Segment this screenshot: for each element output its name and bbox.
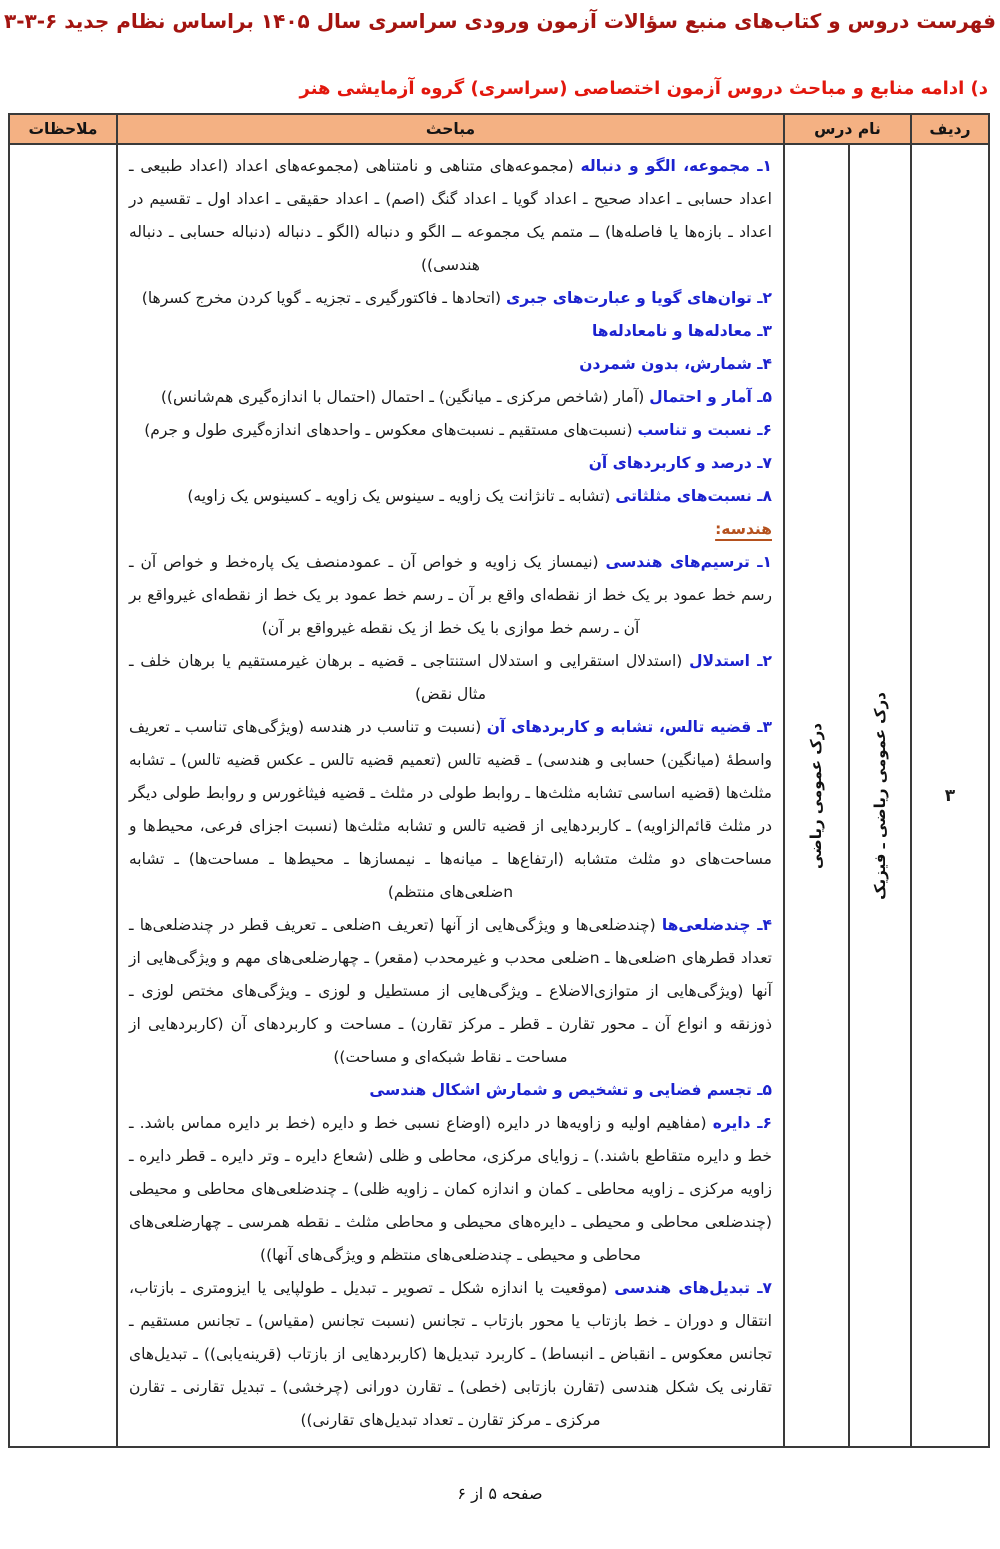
topic-heading: ۵ـ تجسم فضایی و تشخیص و شمارش اشکال هندسی: [369, 1081, 772, 1099]
page-title: فهرست دروس و کتاب‌های منبع سؤالات آزمون ورودی سراسری سال ۱۴۰۵ براساس نظام جدید ۶-۳-۳: [4, 9, 996, 33]
topic-body: (آمار (شاخص مرکزی ـ میانگین) ـ احتمال (احتمال با اندازه‌گیری هم‌شانس)): [160, 388, 645, 406]
topic-item: [129, 414, 772, 447]
topics-content: [118, 145, 783, 1444]
topic-body: (نسبت و تناسب در هندسه (ویژگی‌های تناسب ـ تعریف واسطهٔ (میانگین) حسابی و هندسی) ـ قضیه تالس (تعمیم قضیه تالس ـ عکس قضیه تالس) ـ تشابه مثلث‌ها (قضیه اساسی تشابه مثلث‌ها ـ روابط طولی در مثلث ـ قضیه فیثاغورس و روابط طولی دیگر در مثلث قائم‌الزاویه) ـ کاربردهایی از قضیه تالس و تشابه مثلث‌ها (نسبت اجزای فرعی، محیط‌ها و مساحت‌های دو مثلث متشابه (ارتفاع‌ها ـ میانه‌ها ـ نیمسازها ـ محیط‌ها ـ مساحت‌ها) ـ تشابه nضلعی‌های منتظم): [128, 718, 772, 901]
topic-heading: ۶ـ نسبت و تناسب: [637, 421, 772, 439]
page-footer: صفحه ۵ از ۶: [457, 1484, 543, 1503]
topic-body: (تشابه ـ تانژانت یک زاویه ـ سینوس یک زاویه ـ کسینوس یک زاویه): [187, 487, 611, 505]
topic-heading: ۳ـ معادله‌ها و نامعادله‌ها: [591, 322, 772, 340]
course-subname-label: درک عمومی ریاضی: [807, 722, 826, 869]
topic-item: [129, 282, 772, 315]
topic-item: [129, 150, 772, 282]
topic-heading: ۴ـ شمارش، بدون شمردن: [579, 355, 772, 373]
topic-body: (مفاهیم اولیه و زاویه‌ها در دایره (اوضاع نسبی خط و دایره (خط بر دایره مماس باشد. ـ خط و دایره متقاطع باشند.) ـ زوایای مرکزی، محاطی و ظلی (شعاع دایره ـ وتر دایره ـ قطر دایره ـ زاویه مرکزی ـ زاویه محاطی ـ کمان و اندازه کمان ـ زاویه ظلی) ـ چندضلعی‌های محاطی و محیطی (چندضلعی محاطی و محیطی ـ دایره‌های محیطی و محاطی مثلث ـ نقطه همرسی ـ چهارضلعی‌های محاطی و محیطی ـ چندضلعی‌های منتظم و ویژگی‌های آنها)): [128, 1114, 772, 1264]
topic-body: (اتحادها ـ فاکتورگیری ـ تجزیه ـ گویا کردن مخرج کسرها): [141, 289, 502, 307]
section-heading: د) ادامه منابع و مباحث دروس آزمون اختصاصی (سراسری) گروه آزمایشی هنر: [299, 78, 988, 99]
row-number: ۳: [944, 785, 956, 806]
subsection-label: هندسه:: [715, 520, 772, 538]
topic-item: [129, 909, 772, 1074]
topic-heading: ۵ـ آمار و احتمال: [649, 388, 772, 406]
notes-cell: [9, 144, 117, 1447]
topic-heading: ۱ـ ترسیم‌های هندسی: [605, 553, 772, 571]
topic-item: [129, 315, 772, 348]
table-header-row: [9, 114, 989, 144]
topic-body: (نسبت‌های مستقیم ـ نسبت‌های معکوس ـ واحدهای اندازه‌گیری طول و جرم): [144, 421, 633, 439]
topic-item: [129, 1074, 772, 1107]
topic-item: [129, 1272, 772, 1437]
row-number-cell: [911, 144, 989, 1447]
course-name-cell: [849, 144, 911, 1447]
column-header-topics: مباحث: [117, 114, 784, 144]
topic-body: (چندضلعی‌ها و ویژگی‌هایی از آنها (تعریف nضلعی ـ تعریف قطر در چندضلعی‌ها ـ تعداد قطرهای nضلعی‌ها ـ nضلعی محدب و غیرمحدب (مقعر) ـ چهارضلعی‌های مهم و ویژگی‌هایی از آنها (ویژگی‌هایی از متوازی‌الاضلاع ـ ویژگی‌هایی از مستطیل و لوزی ـ ویژگی‌های مختص لوزی ـ ذوزنقه و انواع آن ـ محور تقارن ـ قطر ـ مرکز تقارن) ـ مساحت و کاربردهای آن (کاربردهایی از مساحت ـ نقاط شبکه‌ای و مساحت)): [128, 916, 772, 1066]
topic-item: [129, 348, 772, 381]
topic-heading: ۲ـ استدلال: [689, 652, 772, 670]
column-header-row-number: ردیف: [911, 114, 989, 144]
topic-item: [129, 1107, 772, 1272]
topic-item: [129, 480, 772, 513]
topic-heading: ۴ـ چندضلعی‌ها: [661, 916, 772, 934]
topic-heading: ۶ـ دایره: [712, 1114, 772, 1132]
topic-heading: ۸ـ نسبت‌های مثلثاتی: [615, 487, 772, 505]
course-subname-cell: [784, 144, 849, 1447]
topic-item: [129, 381, 772, 414]
topic-item: [129, 645, 772, 711]
topic-body: (مجموعه‌های متناهی و نامتناهی (مجموعه‌های اعداد (اعداد طبیعی ـ اعداد حسابی ـ اعداد صحیح ـ اعداد گویا ـ اعداد گنگ (اصم) ـ اعداد حقیقی ـ اعداد اول ـ تقسیم در اعداد ـ بازه‌ها یا فاصله‌ها) ــ متمم یک مجموعه ــ الگو و دنباله (الگو ـ دنباله (دنباله حسابی ـ دنباله هندسی)): [128, 157, 772, 274]
topic-item: [129, 447, 772, 480]
topic-heading: ۷ـ تبدیل‌های هندسی: [614, 1279, 772, 1297]
topic-heading: ۷ـ درصد و کاربردهای آن: [588, 454, 772, 472]
topic-item: [129, 546, 772, 645]
curriculum-table: [8, 113, 990, 1448]
topic-body: (نیمساز یک زاویه و خواص آن ـ عمودمنصف یک پاره‌خط و خواص آن ـ رسم خط عمود بر یک خط از نقطه‌ای واقع بر آن ـ رسم خط عمود بر یک خط از نقطه‌ای غیرواقع بر آن ـ رسم خط موازی با یک خط از یک نقطه غیرواقع بر آن): [128, 553, 772, 637]
column-header-course-name: نام درس: [784, 114, 911, 144]
topic-heading: ۳ـ قضیه تالس، تشابه و کاربردهای آن: [486, 718, 772, 736]
topic-heading: ۱ـ مجموعه، الگو و دنباله: [580, 157, 772, 175]
topics-cell: [117, 144, 784, 1447]
topic-body: (موقعیت یا اندازه شکل ـ تصویر ـ تبدیل ـ طولپایی یا ایزومتری ـ بازتاب، انتقال و دوران ـ خط بازتاب یا محور بازتاب ـ تجانس (نسبت تجانس (مقیاس) ـ تجانس مستقیم ـ تجانس معکوس ـ انقباض ـ انبساط) ـ کاربرد تبدیل‌ها (کاربردهایی از بازتاب (قرینه‌یابی)) ـ تبدیل‌های تقارنی یک شکل هندسی (تقارن بازتابی (خطی) ـ تقارن دورانی (چرخشی) ـ تبدیل تقارنی ـ تقارن مرکزی ـ مرکز تقارن ـ تعداد تبدیل‌های تقارنی)): [128, 1279, 772, 1429]
topic-item: [129, 711, 772, 909]
subsection-heading: [129, 513, 772, 546]
topic-heading: ۲ـ توان‌های گویا و عبارت‌های جبری: [506, 289, 772, 307]
course-name-label: درک عمومی ریاضی ـ فیزیک: [871, 691, 889, 900]
column-header-notes: ملاحظات: [9, 114, 117, 144]
table-row: [9, 144, 989, 1447]
topic-body: (استدلال استقرایی و استدلال استنتاجی ـ قضیه ـ برهان غیرمستقیم یا برهان خلف ـ مثال نقض): [128, 652, 683, 703]
